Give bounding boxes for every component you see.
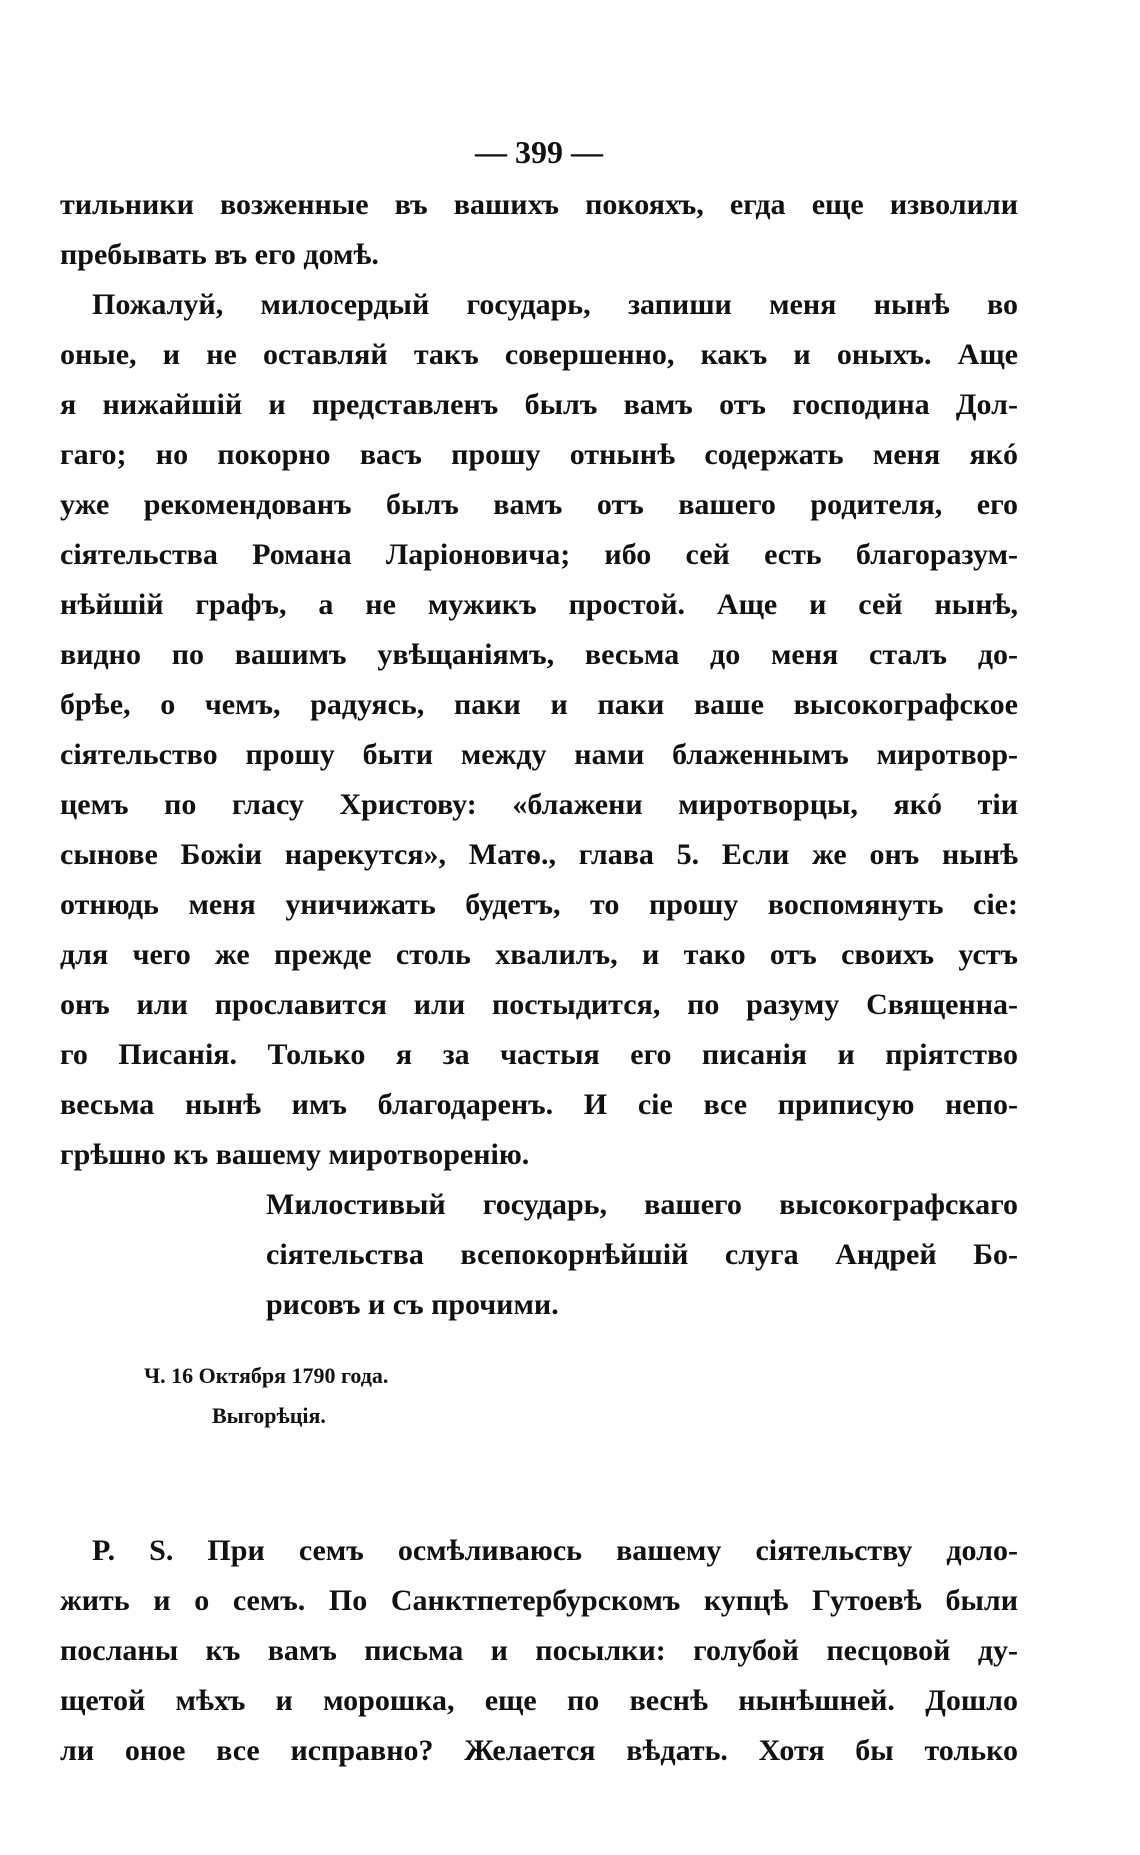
signature-line: рисовъ и съ прочими.	[266, 1288, 559, 1321]
text-line: P. S. При семъ осмѣливаюсь вашему сіятельству доло-	[92, 1534, 1018, 1567]
text-line: видно по вашимъ увѣщаніямъ, весьма до меня сталъ до-	[60, 638, 1018, 671]
postscript	[60, 1526, 1018, 1776]
text-line: весьма нынѣ имъ благодаренъ. И сіе все приписую непо-	[60, 1088, 1018, 1121]
text-line: оные, и не оставляй такъ совершенно, какъ и оныхъ. Аще	[60, 338, 1018, 371]
text-line: жить и о семъ. По Санктпетербурскомъ купцѣ Гутоевѣ были	[60, 1584, 1018, 1617]
text-line: сіятельство прошу быти между нами блаженнымъ миротвор-	[60, 738, 1018, 771]
text-line: цемъ по гласу Христову: «блажени миротворцы, якó тіи	[60, 788, 1018, 821]
text-line: для чего же прежде столь хвалилъ, и тако отъ своихъ устъ	[60, 938, 1018, 971]
letter-date: Ч. 16 Октября 1790 года.	[144, 1363, 389, 1388]
text-line: уже рекомендованъ былъ вамъ отъ вашего родителя, его	[60, 488, 1018, 521]
text-line: Пожалуй, милосердый государь, запиши меня нынѣ во	[92, 288, 1018, 321]
date-place-block	[60, 1356, 1018, 1436]
letter-place: Выгорѣція.	[212, 1403, 326, 1428]
text-line: сынове Божіи нарекутся», Матѳ., глава 5. Если же онъ нынѣ	[60, 838, 1018, 871]
text-line: сіятельства Романа Ларіоновича; ибо сей есть благоразум-	[60, 538, 1018, 571]
signature-line: сіятельства всепокорнѣйшій слуга Андрей Бо-	[266, 1238, 1018, 1271]
text-line: онъ или прославится или постыдится, по разуму Священна-	[60, 988, 1018, 1021]
text-line: гаго; но покорно васъ прошу отнынѣ содержать меня якó	[60, 438, 1018, 471]
text-line: посланы къ вамъ письма и посылки: голубой песцовой ду-	[60, 1634, 1018, 1667]
text-line: нѣйшій графъ, а не мужикъ простой. Аще и сей нынѣ,	[60, 588, 1018, 621]
signature-block	[266, 1180, 1018, 1330]
spacer	[60, 1436, 1018, 1526]
paragraph-main	[60, 280, 1018, 1180]
text-line: отнюдь меня уничижать будетъ, то прошу воспомянуть сіе:	[60, 888, 1018, 921]
text-line: я нижайшій и представленъ былъ вамъ отъ господина Дол-	[60, 388, 1018, 421]
book-page	[60, 128, 1018, 1776]
page-number: — 399 —	[475, 134, 603, 170]
text-line: брѣе, о чемъ, радуясь, паки и паки ваше высокографское	[60, 688, 1018, 721]
signature-line: Милостивый государь, вашего высокографскаго	[266, 1188, 1018, 1221]
text-line: пребывать въ его домѣ.	[60, 238, 379, 271]
text-line: щетой мѣхъ и морошка, еще по веснѣ нынѣшней. Дошло	[60, 1684, 1018, 1717]
paragraph-continuation	[60, 180, 1018, 280]
text-line: тильники возженные въ вашихъ покояхъ, егда еще изволили	[60, 188, 1018, 221]
text-line: грѣшно къ вашему миротворенію.	[60, 1138, 530, 1171]
text-line: ли оное все исправно? Желается вѣдать. Хотя бы только	[60, 1734, 1018, 1767]
text-line: го Писанія. Только я за частыя его писанія и пріятство	[60, 1038, 1018, 1071]
